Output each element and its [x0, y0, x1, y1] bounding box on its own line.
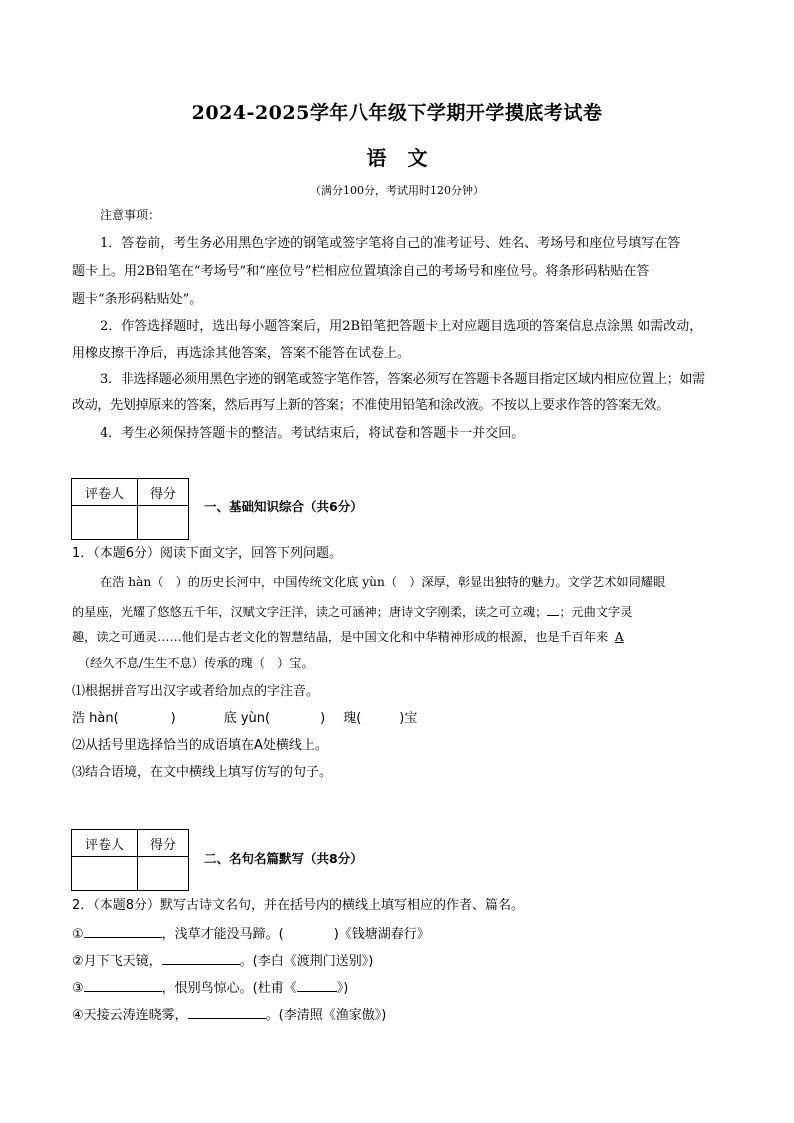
question-stem: 1．（本题6分）阅读下面文字，回答下列问题。 — [72, 546, 343, 561]
item-text: 。(李白《渡荆门送别》) — [239, 954, 374, 969]
score-header: 得分 — [138, 479, 189, 506]
recitation-item — [72, 923, 430, 944]
subquestion: ⑴根据拼音写出汉字或者给加点的字注音。 — [72, 684, 320, 699]
pinyin-item: 浩 hàn( — [72, 711, 119, 726]
notice-title: 注意事项： — [100, 208, 161, 222]
score-header: 得分 — [138, 830, 189, 857]
imitation-blank[interactable] — [547, 601, 559, 616]
item-text: 月下飞天镜， — [83, 954, 162, 969]
notice-line: 2．作答选择题时，选出每小题答案后，用2B铅笔把答题卡上对应题目选项的答案信息点涂黑 如需改动， — [100, 319, 703, 334]
notice-line: 1．答卷前，考生务必用黑色字迹的钢笔或签字笔将自己的准考证号、姓名、考场号和座位号填写在答 — [100, 236, 681, 251]
passage-text: 趣，读之可通灵……他们是古老文化的智慧结晶，是中国文化和中华精神形成的根源，也是千百年来 — [72, 630, 609, 644]
recitation-item — [72, 977, 348, 998]
notice-line: 题卡“条形码粘贴处”。 — [72, 292, 203, 307]
pinyin-item: 底 yùn( — [223, 711, 271, 726]
item-text: 天接云涛连晓雾， — [83, 1008, 188, 1023]
item-text: 》) — [336, 981, 349, 996]
subquestion: ⑵从括号里选择恰当的成语填在A处横线上。 — [72, 738, 328, 753]
recitation-item — [72, 950, 373, 971]
score-cell[interactable] — [138, 506, 189, 540]
section-title: 一、基础知识综合（共6分） — [204, 499, 363, 514]
answer-blank[interactable] — [188, 1004, 266, 1019]
pinyin-paren: ) — [170, 711, 176, 726]
notice-line: 改动，先划掉原来的答案，然后再写上新的答案；不准使用铅笔和涂改液。不按以上要求作答的答案无效。 — [72, 398, 669, 413]
passage-text: ；元曲文字灵 — [559, 605, 633, 619]
answer-blank[interactable] — [297, 977, 337, 992]
passage-line — [72, 628, 630, 646]
grader-cell[interactable] — [72, 506, 138, 540]
subject-title: 语 文 — [366, 146, 428, 170]
pinyin-row — [72, 710, 417, 728]
grader-table — [71, 829, 189, 891]
question-stem: 2．（本题8分）默写古诗文名句，并在括号内的横线上填写相应的作者、篇名。 — [72, 898, 525, 913]
item-number: ② — [72, 954, 84, 969]
score-note: （满分100分，考试用时120分钟） — [310, 184, 484, 197]
passage-text: 的星座，光耀了悠悠五千年，汉赋文字汪洋，读之可涵神；唐诗文字刚柔，读之可立魂； — [72, 605, 548, 619]
recitation-item — [72, 1004, 386, 1025]
grader-header: 评卷人 — [72, 830, 138, 857]
passage-line — [72, 601, 632, 621]
answer-blank[interactable] — [84, 977, 162, 992]
pinyin-paren: ) — [320, 711, 326, 726]
section-title: 二、名句名篇默写（共8分） — [204, 851, 363, 866]
grader-header: 评卷人 — [72, 479, 138, 506]
item-text: ，恨别鸟惊心。(杜甫《 — [161, 981, 297, 996]
item-number: ③ — [72, 981, 84, 996]
passage-line: 在浩 hàn（ ）的历史长河中，中国传统文化底 yùn（ ）深厚，彰显出独特的魅力。文学艺术如同耀眼 — [100, 575, 666, 589]
notice-line: 3．非选择题必须用黑色字迹的钢笔或签字笔作答，答案必须写在答题卡各题目指定区域内相应位置上；如需 — [100, 372, 705, 387]
subquestion: ⑶结合语境，在文中横线上填写仿写的句子。 — [72, 765, 333, 780]
answer-blank[interactable] — [162, 950, 240, 965]
exam-title: 2024-2025学年八年级下学期开学摸底考试卷 — [191, 102, 603, 124]
grader-cell[interactable] — [72, 857, 138, 891]
score-cell[interactable] — [138, 857, 189, 891]
pinyin-item: 瑰( — [343, 711, 362, 726]
item-number: ④ — [72, 1008, 84, 1023]
item-text: 。(李清照《渔家傲》) — [265, 1008, 387, 1023]
item-text: ，浅草才能没马蹄。( — [161, 927, 284, 942]
notice-line: 题卡上。用2B铅笔在“考场号”和“座位号”栏相应位置填涂自己的考场号和座位号。将条形码粘贴在答 — [72, 264, 650, 279]
blank-a[interactable]: A — [614, 630, 624, 644]
grader-table — [71, 478, 189, 540]
item-number: ① — [72, 927, 84, 942]
answer-blank[interactable] — [84, 923, 162, 938]
notice-line: 用橡皮擦干净后，再选涂其他答案，答案不能答在试卷上。 — [72, 346, 411, 361]
item-text: )《钱塘湖春行》 — [333, 927, 430, 942]
passage-line: （经久不息/生生不息）传承的瑰（ ）宝。 — [78, 656, 314, 670]
notice-line: 4．考生必须保持答题卡的整洁。考试结束后，将试卷和答题卡一并交回。 — [100, 426, 525, 441]
pinyin-paren: )宝 — [399, 711, 418, 726]
